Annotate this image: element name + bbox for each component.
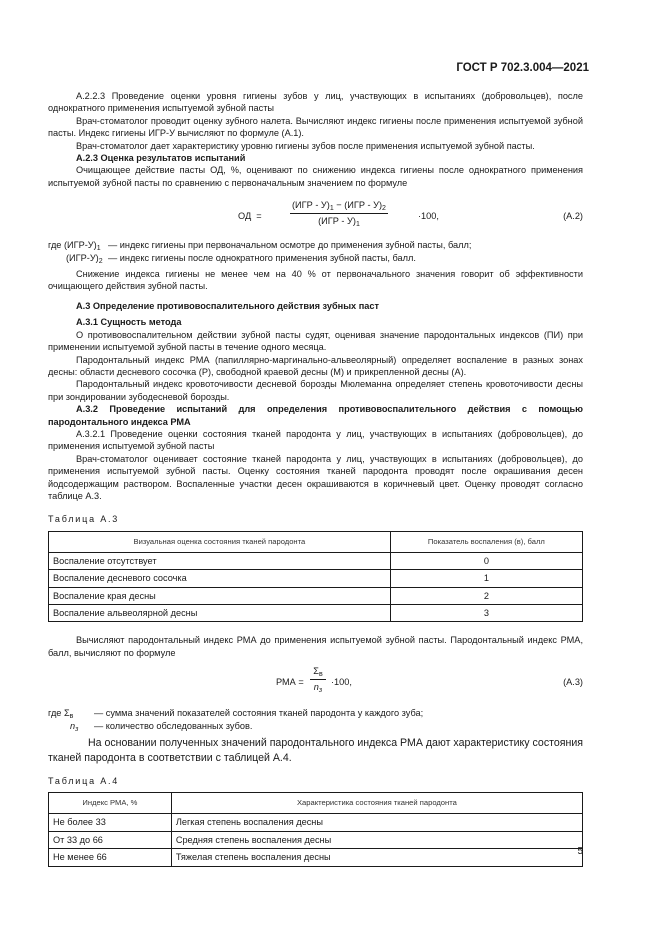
paragraph: Пародонтальный индекс кровоточивости десневой борозды Мюлеманна определяет степень кровоточивости десны при зондировании зубодесневой борозды. (48, 379, 583, 402)
table-caption: Таблица А.3 (48, 514, 120, 525)
formula-denominator: $n_з$ (313, 681, 323, 694)
table-row: От 33 до 66 Средняя степень воспаления десны (49, 831, 583, 848)
table-header: Индекс РМА, % (49, 793, 172, 814)
paragraph: Очищающее действие пасты ОД, %, оценивают по снижению индекса гигиены после однократного применения испытуемой зубной пасты по сравнению с первоначальным значением по формуле (48, 165, 583, 188)
formula-number: (А.2) (563, 211, 583, 222)
formula-fraction (290, 199, 388, 227)
table-caption: Таблица А.4 (48, 776, 120, 787)
subsection-heading: А.3.2 Проведение испытаний для определения противовоспалительного действия с помощью пародонтального индекса РМА (48, 404, 583, 427)
formula-number: (А.3) (563, 677, 583, 688)
paragraph: Врач-стоматолог оценивает состояние тканей пародонта у лиц, участвующих в испытаниях (добровольцев), до применения испытуемой зубной пасты. Оценку состояния тканей пародонта проводят после окрашивания десен йодсодержащим раствором. Воспаленные участки десен окрашиваются в коричневый цвет. Оценку проводят согласно таблице А.3. (48, 453, 583, 501)
formula-multiplier: ·100, (331, 677, 352, 688)
document-number: ГОСТ Р 702.3.004—2021 (456, 62, 589, 74)
section-heading: А.2.3 Оценка результатов испытаний (76, 153, 246, 164)
paragraph: А.3.2.1 Проведение оценки состояния тканей пародонта у лиц, участвующих в испытаниях (добровольцев), до применения испытуемой зубной пасты (48, 428, 583, 452)
table-row: Воспаление края десны 2 (49, 587, 583, 604)
paragraph: А.2.2.3 Проведение оценки уровня гигиены зубов у лиц, участвующих в испытаниях (добровольцев), после однократного применения испытуемой зубной пасты (48, 91, 583, 114)
table-header: Показатель воспаления (в), балл (390, 531, 582, 552)
table-row: Воспаление отсутствует 0 (49, 552, 583, 569)
table-a3 (48, 531, 583, 623)
table-row: Не более 33 Легкая степень воспаления десны (49, 814, 583, 831)
paragraph: О противовоспалительном действии зубной пасты судят, оценивая значение пародонтальных индексов (ПИ) при применении испытуемой зубной пасты в течение одного месяца. (48, 329, 583, 353)
formula-lhs: РМА = (276, 677, 304, 688)
legend-line: где $\Sigma_в$ — сумма значений показателей состояния тканей пародонта у каждого зуба; (48, 708, 424, 721)
table-row: Не менее 66 Тяжелая степень воспаления десны (49, 849, 583, 866)
formula-multiplier: ·100, (418, 211, 439, 222)
table-header: Характеристика состояния тканей пародонта (171, 793, 582, 814)
paragraph: Пародонтальный индекс РМА (папиллярно-маргинально-альвеолярный) определяет воспаление в разных зонах десны: области десневого сосочка (Р), свободной краевой десны (М) и прикрепленной десны (А). (48, 354, 583, 377)
paragraph: Врач-стоматолог дает характеристику уровню гигиены зубов после применения испытуемой зубной пасты. (76, 140, 535, 151)
formula-denominator: $(ИГР - У)_1$ (318, 215, 360, 228)
page-content (48, 90, 583, 867)
formula-lhs: ОД = (238, 211, 262, 222)
legend-line: где $(ИГР-У)_1$ — индекс гигиены при первоначальном осмотре до применения зубной пасты, балл; (48, 240, 472, 253)
paragraph: Врач-стоматолог проводит оценку зубного налета. Вычисляют индекс гигиены после применения испытуемой зубной пасты. Индекс гигиены ИГР-У вычисляют по формуле (А.1). (48, 115, 583, 139)
table-header: Визуальная оценка состояния тканей пародонта (49, 531, 391, 552)
table-row: Воспаление десневого сосочка 1 (49, 570, 583, 587)
formula-numerator: $(ИГР - У)_1 - (ИГР - У)_2$ (292, 200, 386, 213)
legend-line: $(ИГР-У)_2$ — индекс гигиены после однократного применения зубной пасты, балл. (66, 252, 416, 265)
legend-line: $n_з$ — количество обследованных зубов. (70, 720, 253, 733)
formula-a3 (48, 665, 583, 699)
paragraph: Снижение индекса гигиены не менее чем на 40 % от первоначального значения говорит об эффективности очищающего действия зубной пасты. (48, 269, 583, 292)
page-number: 5 (577, 846, 583, 857)
formula-a2 (48, 199, 583, 233)
paragraph: Вычисляют пародонтальный индекс РМА до применения испытуемой зубной пасты. Пародонтальный индекс РМА, балл, вычисляют по формуле (48, 635, 583, 658)
formula-fraction (310, 665, 326, 693)
formula-numerator: $\Sigma_в$ (310, 665, 326, 679)
subsection-heading: А.3.1 Сущность метода (76, 317, 182, 328)
table-row: Воспаление альвеолярной десны 3 (49, 605, 583, 622)
paragraph: На основании полученных значений пародонтального индекса РМА дают характеристику состояния тканей пародонта в соответствии с таблицей А.4. (48, 737, 583, 765)
table-a4 (48, 792, 583, 866)
section-heading: А.3 Определение противовоспалительного действия зубных паст (76, 300, 379, 311)
